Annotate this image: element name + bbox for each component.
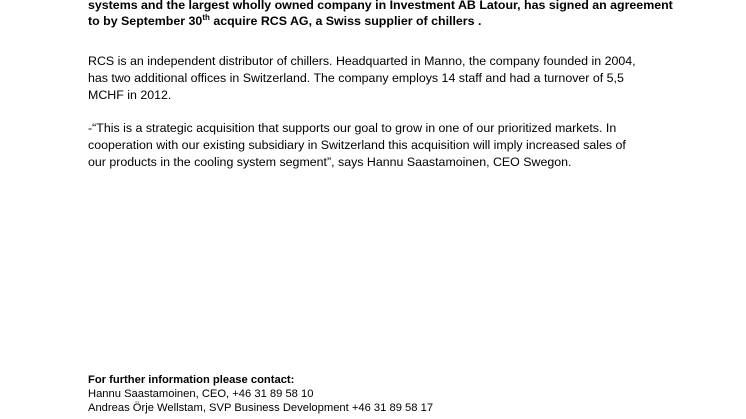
- date-ordinal-superscript: th: [202, 13, 210, 22]
- intro-line-1: systems and the largest wholly owned company in Investment AB Latour, has signed an agreement: [88, 0, 673, 12]
- contact-heading: For further information please contact:: [88, 374, 295, 386]
- paragraph-line: has two additional offices in Switzerland. The company employs 14 staff and had a turnover of 5,5: [88, 71, 624, 85]
- contact-block: [88, 373, 688, 416]
- intro-line-2: [88, 13, 688, 29]
- paragraph-line: cooperation with our existing subsidiary in Switzerland this acquisition will imply increased sales of: [88, 138, 626, 152]
- paragraph-line: our products in the cooling system segment”, says Hannu Saastamoinen, CEO Swegon.: [88, 155, 572, 169]
- paragraph-line: -“This is a strategic acquisition that supports our goal to grow in one of our prioritized markets. In: [88, 121, 617, 135]
- company-description-paragraph: [88, 53, 688, 104]
- contact-line: Andreas Örje Wellstam, SVP Business Development +46 31 89 58 17: [88, 402, 434, 415]
- intro-line-2-start: to by September 30: [88, 14, 203, 28]
- intro-line-2-end: acquire RCS AG, a Swiss supplier of chillers .: [209, 14, 482, 28]
- paragraph-line: MCHF in 2012.: [88, 88, 172, 102]
- ceo-quote-paragraph: [88, 120, 688, 171]
- paragraph-line: RCS is an independent distributor of chillers. Headquarted in Manno, the company founded in 2004,: [88, 54, 636, 68]
- contact-line: Hannu Saastamoinen, CEO, +46 31 89 58 10: [88, 388, 314, 401]
- intro-paragraph: [88, 0, 688, 29]
